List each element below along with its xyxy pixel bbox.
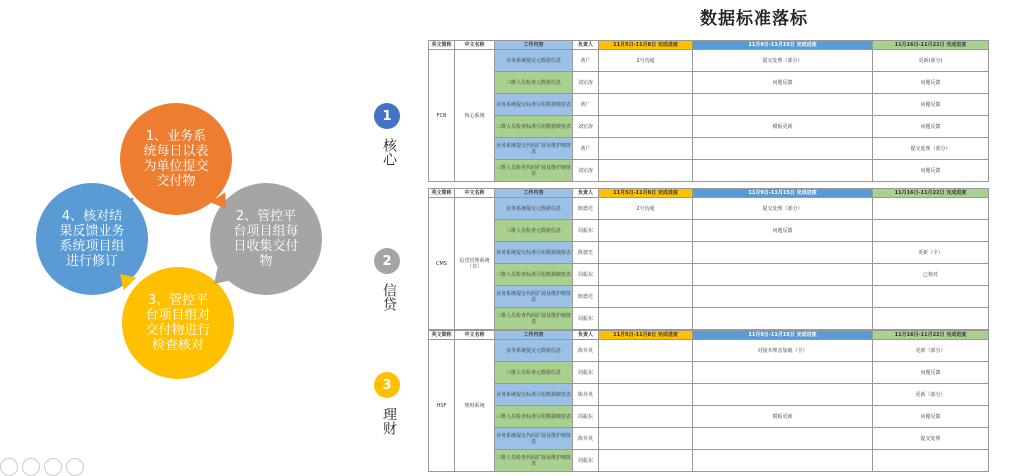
status-cell-2: 模板更新 bbox=[693, 116, 873, 138]
status-cell-2 bbox=[693, 242, 873, 264]
system-code: FCB bbox=[429, 50, 455, 182]
owner-cell: 陈德光 bbox=[573, 242, 599, 264]
period-1: 11月5日-11月8日 完成进度 bbox=[599, 41, 693, 50]
owner-cell: 陈德光 bbox=[573, 198, 599, 220]
progress-table-fcb bbox=[428, 40, 989, 182]
owner-cell: 陈外英 bbox=[573, 340, 599, 362]
section-badge-1: 1 bbox=[374, 103, 400, 129]
table-row bbox=[429, 308, 989, 330]
status-cell-1 bbox=[599, 340, 693, 362]
section-badge-2: 2 bbox=[374, 248, 400, 274]
system-name: 理财系统 bbox=[455, 340, 495, 472]
period-3: 11月16日-11月22日 完成进度 bbox=[873, 189, 989, 198]
table-row bbox=[429, 242, 989, 264]
status-cell-1 bbox=[599, 362, 693, 384]
period-1: 11月5日-11月8日 完成进度 bbox=[599, 331, 693, 340]
task-cell: 业务系统提交代码扩展及维护映射表 bbox=[495, 138, 573, 160]
status-cell-2: 问题反馈 bbox=[693, 220, 873, 242]
status-cell-2 bbox=[693, 138, 873, 160]
owner-cell: 刘宏涛 bbox=[573, 116, 599, 138]
progress-table-hsf bbox=[428, 330, 989, 472]
status-cell-3: 提交处理 bbox=[873, 428, 989, 450]
status-cell-1 bbox=[599, 94, 693, 116]
status-cell-1 bbox=[599, 308, 693, 330]
owner-cell: 周振东 bbox=[573, 264, 599, 286]
header-task: 工作内容 bbox=[495, 331, 573, 340]
slide-controls[interactable] bbox=[0, 458, 84, 476]
status-cell-2: 提交处理（部分） bbox=[693, 198, 873, 220]
task-cell: 业务系统提交元数据信息 bbox=[495, 50, 573, 72]
control-dot[interactable] bbox=[44, 458, 62, 476]
control-dot[interactable] bbox=[0, 458, 18, 476]
system-code: CMS bbox=[429, 198, 455, 330]
cycle-step-4: 4、核对结 果反馈业务 系统项目组 进行修订 bbox=[36, 183, 148, 295]
header-task: 工作内容 bbox=[495, 189, 573, 198]
table-row bbox=[429, 340, 989, 362]
header-code: 英文简称 bbox=[429, 41, 455, 50]
task-cell: 三维人员检查代码扩展及维护映射表 bbox=[495, 450, 573, 472]
status-cell-2: 提交处理（部分） bbox=[693, 50, 873, 72]
status-cell-3 bbox=[873, 450, 989, 472]
task-cell: 业务系统提交标准引用数据映射表 bbox=[495, 384, 573, 406]
owner-cell: 刘宏涛 bbox=[573, 72, 599, 94]
status-cell-1 bbox=[599, 384, 693, 406]
task-cell: 业务系统提交元数据信息 bbox=[495, 340, 573, 362]
system-name: 信贷管理系统（非） bbox=[455, 198, 495, 330]
system-name: 核心系统 bbox=[455, 50, 495, 182]
status-cell-3: 问题反馈 bbox=[873, 406, 989, 428]
period-2: 11月9日-11月15日 完成进度 bbox=[693, 41, 873, 50]
table-row bbox=[429, 286, 989, 308]
status-cell-2 bbox=[693, 308, 873, 330]
header-task: 工作内容 bbox=[495, 41, 573, 50]
task-cell: 三维人员检查代码扩展及维护映射表 bbox=[495, 308, 573, 330]
status-cell-3: 更新（部分） bbox=[873, 384, 989, 406]
status-cell-1 bbox=[599, 450, 693, 472]
status-cell-1 bbox=[599, 72, 693, 94]
status-cell-2 bbox=[693, 362, 873, 384]
table-row bbox=[429, 406, 989, 428]
status-cell-3: 问题反馈 bbox=[873, 72, 989, 94]
header-system: 中文名称 bbox=[455, 331, 495, 340]
table-row bbox=[429, 138, 989, 160]
task-cell: 业务系统提交元数据信息 bbox=[495, 198, 573, 220]
owner-cell: 陈外英 bbox=[573, 428, 599, 450]
owner-cell: 黄广 bbox=[573, 138, 599, 160]
status-cell-2 bbox=[693, 286, 873, 308]
status-cell-1: 2号沟通 bbox=[599, 50, 693, 72]
owner-cell: 周振东 bbox=[573, 450, 599, 472]
page-title: 数据标准落标 bbox=[700, 9, 808, 29]
section-badge-3: 3 bbox=[374, 372, 400, 398]
status-cell-1 bbox=[599, 220, 693, 242]
owner-cell: 黄广 bbox=[573, 94, 599, 116]
header-owner: 负责人 bbox=[573, 189, 599, 198]
status-cell-3 bbox=[873, 220, 989, 242]
period-2: 11月9日-11月15日 完成进度 bbox=[693, 189, 873, 198]
status-cell-3: 问题反馈 bbox=[873, 94, 989, 116]
status-cell-2 bbox=[693, 384, 873, 406]
status-cell-3: 更新（全） bbox=[873, 242, 989, 264]
table-row bbox=[429, 384, 989, 406]
table-row bbox=[429, 264, 989, 286]
section-label-1: 核心 bbox=[381, 138, 397, 166]
status-cell-1 bbox=[599, 406, 693, 428]
status-cell-1 bbox=[599, 138, 693, 160]
status-cell-1: 2号沟通 bbox=[599, 198, 693, 220]
status-cell-3 bbox=[873, 198, 989, 220]
status-cell-2 bbox=[693, 264, 873, 286]
header-owner: 负责人 bbox=[573, 331, 599, 340]
task-cell: 三维人员检查元数据信息 bbox=[495, 72, 573, 94]
status-cell-1 bbox=[599, 428, 693, 450]
table-row bbox=[429, 450, 989, 472]
cycle-step-2: 2、管控平 台项目组每 日收集交付 物 bbox=[210, 183, 322, 295]
header-system: 中文名称 bbox=[455, 189, 495, 198]
task-cell: 业务系统提交代码扩展及维护映射表 bbox=[495, 428, 573, 450]
status-cell-1 bbox=[599, 242, 693, 264]
table-row bbox=[429, 220, 989, 242]
control-dot[interactable] bbox=[22, 458, 40, 476]
progress-table-cms bbox=[428, 188, 989, 330]
owner-cell: 周振东 bbox=[573, 308, 599, 330]
status-cell-2 bbox=[693, 94, 873, 116]
status-cell-3 bbox=[873, 286, 989, 308]
table-row bbox=[429, 116, 989, 138]
table-row bbox=[429, 72, 989, 94]
header-system: 中文名称 bbox=[455, 41, 495, 50]
status-cell-2 bbox=[693, 450, 873, 472]
header-code: 英文简称 bbox=[429, 331, 455, 340]
header-code: 英文简称 bbox=[429, 189, 455, 198]
period-2: 11月9日-11月15日 完成进度 bbox=[693, 331, 873, 340]
status-cell-1 bbox=[599, 264, 693, 286]
period-3: 11月16日-11月22日 完成进度 bbox=[873, 331, 989, 340]
period-3: 11月16日-11月22日 完成进度 bbox=[873, 41, 989, 50]
header-owner: 负责人 bbox=[573, 41, 599, 50]
period-1: 11月5日-11月8日 完成进度 bbox=[599, 189, 693, 198]
owner-cell: 周振东 bbox=[573, 362, 599, 384]
control-dot[interactable] bbox=[66, 458, 84, 476]
status-cell-1 bbox=[599, 116, 693, 138]
status-cell-2: 模板更新 bbox=[693, 406, 873, 428]
task-cell: 业务系统提交标准引用数据映射表 bbox=[495, 94, 573, 116]
task-cell: 三维人员检查代码扩展及维护映射表 bbox=[495, 160, 573, 182]
task-cell: 三维人员检查标准引用数据映射表 bbox=[495, 264, 573, 286]
task-cell: 三维人员检查元数据信息 bbox=[495, 362, 573, 384]
status-cell-3: 已核对 bbox=[873, 264, 989, 286]
owner-cell: 周振东 bbox=[573, 406, 599, 428]
table-row bbox=[429, 198, 989, 220]
table-row bbox=[429, 160, 989, 182]
status-cell-3 bbox=[873, 308, 989, 330]
task-cell: 三维人员检查标准引用数据映射表 bbox=[495, 406, 573, 428]
status-cell-1 bbox=[599, 160, 693, 182]
cycle-step-1: 1、业务系 统每日以表 为单位提交 交付物 bbox=[120, 103, 232, 215]
system-code: HSF bbox=[429, 340, 455, 472]
status-cell-2 bbox=[693, 160, 873, 182]
status-cell-3: 更新(部分) bbox=[873, 50, 989, 72]
section-label-2: 信贷 bbox=[381, 283, 397, 311]
status-cell-1 bbox=[599, 286, 693, 308]
task-cell: 业务系统提交标准引用数据映射表 bbox=[495, 242, 573, 264]
task-cell: 三维人员检查元数据信息 bbox=[495, 220, 573, 242]
status-cell-3: 问题反馈 bbox=[873, 160, 989, 182]
owner-cell: 周振东 bbox=[573, 220, 599, 242]
status-cell-2 bbox=[693, 428, 873, 450]
owner-cell: 刘宏涛 bbox=[573, 160, 599, 182]
status-cell-3: 问题反馈 bbox=[873, 362, 989, 384]
task-cell: 三维人员检查标准引用数据映射表 bbox=[495, 116, 573, 138]
task-cell: 业务系统提交代码扩展及维护映射表 bbox=[495, 286, 573, 308]
status-cell-2: 对接本理念加载（全） bbox=[693, 340, 873, 362]
status-cell-3: 更新（部分） bbox=[873, 340, 989, 362]
table-row bbox=[429, 50, 989, 72]
status-cell-3: 提交处理（部分） bbox=[873, 138, 989, 160]
owner-cell: 陈德光 bbox=[573, 286, 599, 308]
status-cell-2: 问题反馈 bbox=[693, 72, 873, 94]
owner-cell: 陈外英 bbox=[573, 384, 599, 406]
cycle-step-3: 3、管控平 台项目组对 交付物进行 检查核对 bbox=[122, 267, 234, 379]
table-row bbox=[429, 94, 989, 116]
table-row bbox=[429, 428, 989, 450]
status-cell-3: 问题反馈 bbox=[873, 116, 989, 138]
owner-cell: 黄广 bbox=[573, 50, 599, 72]
section-label-3: 理财 bbox=[381, 407, 397, 435]
table-row bbox=[429, 362, 989, 384]
